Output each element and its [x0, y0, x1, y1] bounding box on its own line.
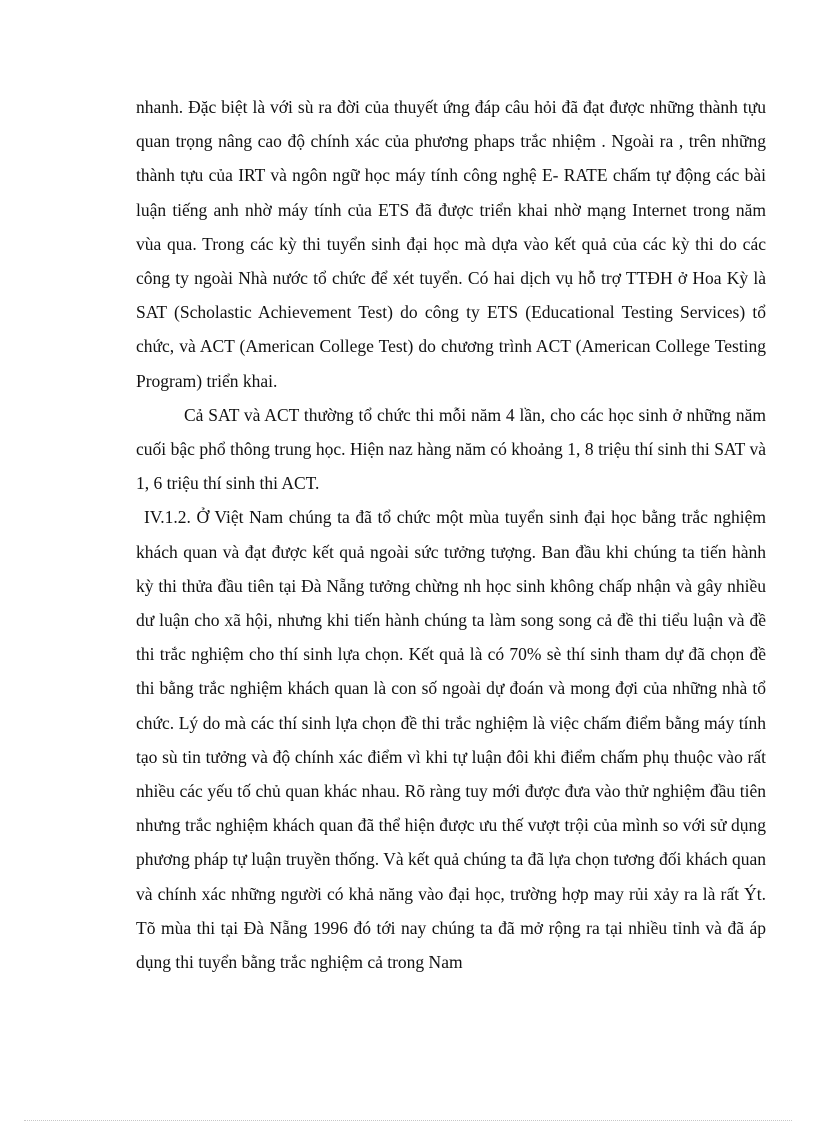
page-bottom-divider — [24, 1120, 792, 1121]
document-page — [136, 90, 766, 979]
paragraph-sat-act-frequency: Cả SAT và ACT thường tổ chức thi mỗi năm 4 lần, cho các học sinh ở những năm cuối bậc phổ thông trung học. Hiện naz hàng năm có khoảng 1, 8 triệu thí sinh thi SAT và 1, 6 triệu thí sinh thi ACT. — [136, 404, 766, 494]
paragraph-vietnam-admission: IV.1.2. Ở Việt Nam chúng ta đã tổ chức một mùa tuyển sinh đại học bằng trắc nghiệm khách quan và đạt được kết quả ngoài sức tưởng tượng. Ban đầu khi chúng ta tiến hành kỳ thi thửa đầu tiên tại Đà Nẵng tưởng chừng nh học sinh không chấp nhận và gây nhiều dư luận cho xã hội, nhưng khi tiến hành chúng ta làm song song cả đề thi tiểu luận và đề thi trắc nghiệm cho thí sinh lựa chọn. Kết quả là có 70% sè thí sinh tham dự đã chọn đề thi bằng trắc nghiệm khách quan là con số ngoài dự đoán và mong đợi của những nhà tổ chức. Lý do mà các thí sinh lựa chọn đề thi trắc nghiệm là việc chấm điểm bằng máy tính tạo sù tin tưởng và độ chính xác điểm vì khi tự luận đôi khi điểm chấm phụ thuộc vào rất nhiều các yếu tố chủ quan khác nhau. Rõ ràng tuy mới được đưa vào thử nghiệm đầu tiên nhưng trắc nghiệm khách quan đã thể hiện được ưu thế vượt trội của mình so với sử dụng phương pháp tự luận truyền thống. Và kết quả chúng ta đã lựa chọn tương đối khách quan và chính xác những người có khả năng vào đại học, trường hợp may rủi xảy ra là rất Ýt. Tõ mùa thi tại Đà Nẵng 1996 đó tới nay chúng ta đã mở rộng ra tại nhiều tỉnh và đã áp dụng thi tuyển bằng trắc nghiệm cả trong Nam — [136, 507, 766, 973]
paragraph-irt-sat-act: nhanh. Đặc biệt là với sù ra đời của thuyết ứng đáp câu hỏi đã đạt được những thành tựu quan trọng nâng cao độ chính xác của phương phaps trắc nhiệm . Ngoài ra , trên những thành tựu của IRT và ngôn ngữ học máy tính công nghệ E- RATE chấm tự động các bài luận tiếng anh nhờ máy tính của ETS đã được triển khai nhờ mạng Internet trong năm vùa qua. Trong các kỳ thi tuyển sinh đại học mà dựa vào kết quả của các kỳ thi do các công ty ngoài Nhà nước tổ chức để xét tuyển. Có hai dịch vụ hỗ trợ TTĐH ở Hoa Kỳ là SAT (Scholastic Achievement Test) do công ty ETS (Educational Testing Services) tổ chức, và ACT (American College Test) do chương trình ACT (American College Testing Program) triển khai. — [136, 97, 766, 391]
